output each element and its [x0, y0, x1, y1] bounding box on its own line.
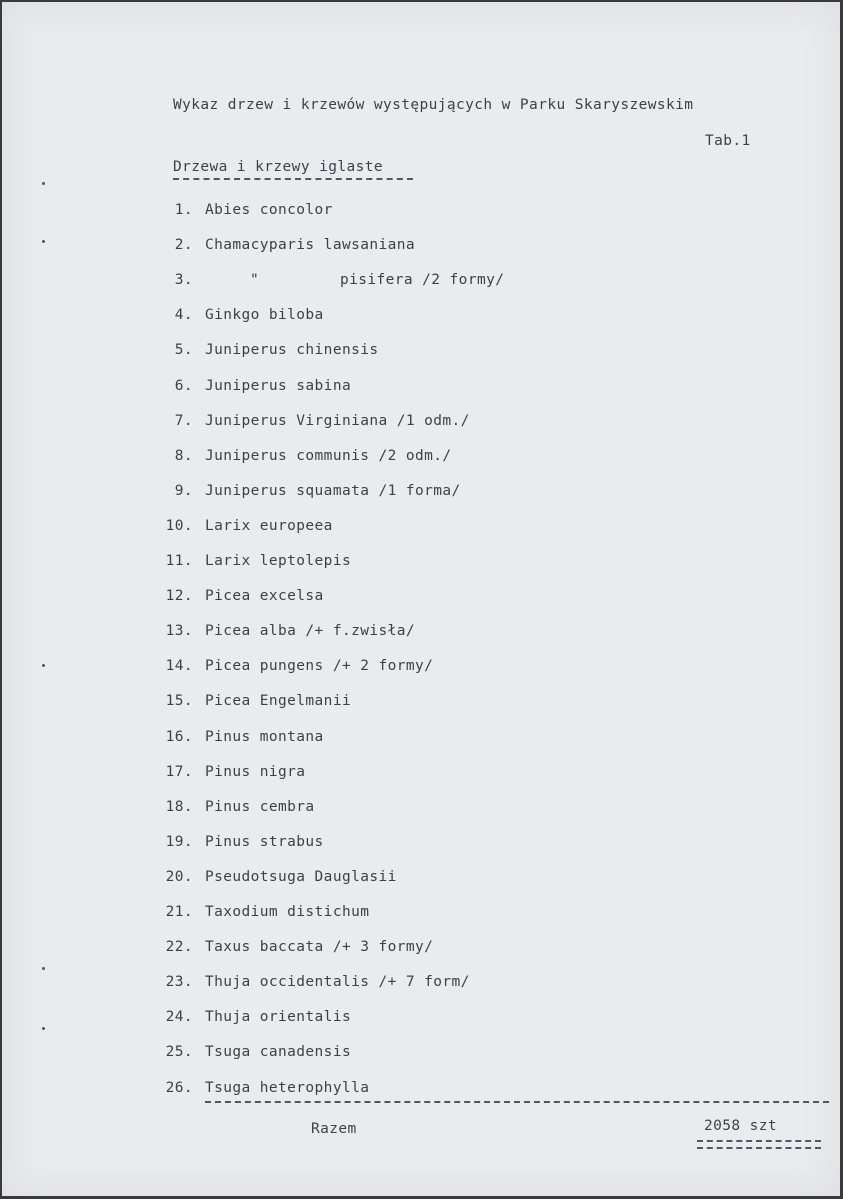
item-number: 1.: [174, 202, 193, 218]
item-number: 16.: [165, 729, 193, 745]
item-number: 11.: [165, 553, 193, 569]
item-number: 10.: [165, 518, 193, 534]
total-value: 2058 szt: [704, 1118, 778, 1134]
item-name: Ginkgo biloba: [205, 307, 324, 323]
item-number: 7.: [174, 413, 193, 429]
total-separator: [205, 1101, 829, 1103]
item-name: Tsuga heterophylla: [205, 1080, 370, 1096]
item-name: Thuja occidentalis /+ 7 form/: [205, 974, 470, 990]
item-number: 20.: [165, 869, 193, 885]
item-number: 17.: [165, 764, 193, 780]
item-number: 5.: [174, 342, 193, 358]
item-name: Juniperus communis /2 odm./: [205, 448, 452, 464]
item-number: 2.: [174, 237, 193, 253]
item-number: 4.: [174, 307, 193, 323]
item-name: Taxodium distichum: [205, 904, 370, 920]
item-name: Larix leptolepis: [205, 553, 352, 569]
item-name: Juniperus sabina: [205, 378, 352, 394]
item-name: Pinus montana: [205, 729, 324, 745]
ditto-mark: ": [250, 272, 260, 288]
item-number: 13.: [165, 623, 193, 639]
item-name: Chamacyparis lawsaniana: [205, 237, 415, 253]
item-name: Juniperus Virginiana /1 odm./: [205, 413, 470, 429]
item-name: Abies concolor: [205, 202, 333, 218]
item-number: 12.: [165, 588, 193, 604]
item-name: Picea excelsa: [205, 588, 324, 604]
item-name: Tsuga canadensis: [205, 1044, 352, 1060]
paper-speck: [42, 967, 45, 970]
item-name: pisifera /2 formy/: [340, 272, 505, 288]
item-number: 26.: [165, 1080, 193, 1096]
item-name: Pinus cembra: [205, 799, 315, 815]
item-number: 24.: [165, 1009, 193, 1025]
paper-speck: [42, 182, 45, 185]
item-number: 6.: [174, 378, 193, 394]
item-name: Picea Engelmanii: [205, 693, 352, 709]
item-number: 14.: [165, 658, 193, 674]
item-name: Thuja orientalis: [205, 1009, 352, 1025]
item-number: 18.: [165, 799, 193, 815]
item-number: 19.: [165, 834, 193, 850]
total-label: Razem: [311, 1121, 357, 1137]
item-number: 23.: [165, 974, 193, 990]
item-name: Taxus baccata /+ 3 formy/: [205, 939, 434, 955]
item-name: Pinus strabus: [205, 834, 324, 850]
item-number: 15.: [165, 693, 193, 709]
item-name: Pinus nigra: [205, 764, 306, 780]
table-label: Tab.1: [705, 133, 751, 149]
item-number: 25.: [165, 1044, 193, 1060]
item-name: Picea alba /+ f.zwisła/: [205, 623, 415, 639]
document-title: Wykaz drzew i krzewów występujących w Parku Skaryszewskim: [173, 97, 694, 113]
heading-underline: [173, 178, 413, 180]
paper-speck: [42, 1027, 45, 1030]
total-double-underline: [697, 1140, 821, 1149]
item-name: Larix europeea: [205, 518, 333, 534]
item-name: Juniperus chinensis: [205, 342, 379, 358]
item-name: Juniperus squamata /1 forma/: [205, 483, 461, 499]
section-heading: Drzewa i krzewy iglaste: [173, 159, 383, 175]
paper-speck: [42, 240, 45, 243]
item-number: 9.: [174, 483, 193, 499]
item-number: 22.: [165, 939, 193, 955]
document-page: [2, 2, 840, 1196]
item-number: 3.: [174, 272, 193, 288]
item-number: 21.: [165, 904, 193, 920]
item-name: Picea pungens /+ 2 formy/: [205, 658, 434, 674]
item-number: 8.: [174, 448, 193, 464]
paper-speck: [42, 664, 45, 667]
item-name: Pseudotsuga Dauglasii: [205, 869, 397, 885]
